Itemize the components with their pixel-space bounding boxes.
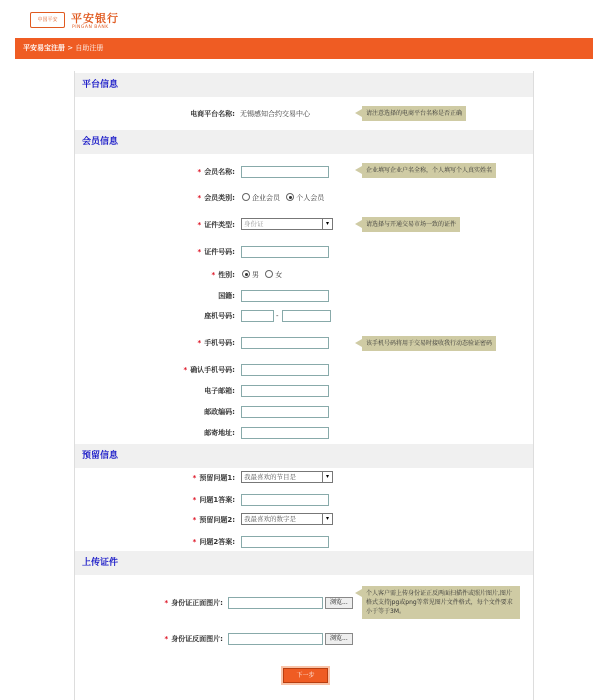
radio-icon[interactable] — [265, 270, 273, 278]
section-member: 会员信息 — [75, 130, 533, 154]
answer1-label: * 问题1答案: — [192, 496, 235, 504]
chevron-down-icon: ▾ — [322, 514, 332, 524]
landline-area-input[interactable] — [241, 310, 274, 322]
email-label: 电子邮箱: — [204, 387, 235, 395]
pingan-logo: 中国平安 — [30, 12, 65, 28]
id-number-input[interactable] — [241, 246, 329, 258]
member-name-tip: 企业填写企业户名全称，个人填写个人真实姓名 — [362, 163, 496, 178]
gender-radio-group — [242, 269, 286, 281]
question2-select[interactable]: 我最喜欢的数字是 ▾ — [241, 513, 333, 525]
id-type-label: * 证件类型: — [197, 221, 235, 229]
mobile-confirm-input[interactable] — [241, 364, 329, 376]
radio-icon[interactable] — [242, 193, 250, 201]
gender-female[interactable]: 女 — [265, 271, 282, 279]
chevron-down-icon: ▾ — [322, 219, 332, 229]
breadcrumb-main[interactable]: 平安易宝注册 — [23, 44, 65, 52]
member-type-enterprise[interactable]: 企业会员 — [242, 194, 280, 202]
question2-label: * 预留问题2: — [192, 516, 235, 524]
landline-label: 座机号码: — [204, 312, 235, 320]
id-back-browse-button[interactable]: 浏览... — [325, 633, 353, 645]
section-reserved: 预留信息 — [75, 444, 533, 468]
id-front-browse-button[interactable]: 浏览... — [325, 597, 353, 609]
answer2-label: * 问题2答案: — [192, 538, 235, 546]
zip-label: 邮政编码: — [204, 408, 235, 416]
member-type-label: * 会员类别: — [197, 194, 235, 202]
id-number-label: * 证件号码: — [197, 248, 235, 256]
email-input[interactable] — [241, 385, 329, 397]
member-name-label: * 会员名称: — [197, 168, 235, 176]
mobile-confirm-label: * 确认手机号码: — [183, 366, 235, 374]
id-type-tip: 请选择与开通交易市场一致的证件 — [362, 217, 460, 232]
platform-name-value: 无锡感知合约交易中心 — [240, 110, 310, 118]
country-label: 国籍: — [218, 292, 235, 300]
member-type-radio-group — [242, 192, 328, 204]
section-upload: 上传证件 — [75, 551, 533, 575]
question1-select[interactable]: 我最喜欢的节目是 ▾ — [241, 471, 333, 483]
next-button[interactable]: 下一步 — [283, 668, 328, 683]
zip-input[interactable] — [241, 406, 329, 418]
bank-name: 平安银行 — [71, 12, 119, 25]
id-front-file-input[interactable] — [228, 597, 323, 609]
chevron-down-icon: ▾ — [322, 472, 332, 482]
landline-separator: - — [276, 312, 279, 320]
registration-form — [74, 71, 534, 700]
platform-name-tip: 请注意选择的电商平台名称是否正确 — [362, 106, 466, 121]
header — [0, 0, 615, 38]
landline-number-input[interactable] — [282, 310, 331, 322]
breadcrumb-separator: > — [65, 44, 76, 52]
breadcrumb — [15, 38, 593, 59]
answer1-input[interactable] — [241, 494, 329, 506]
gender-label: * 性别: — [211, 271, 235, 279]
id-front-label: * 身份证正面图片: — [164, 599, 223, 607]
mobile-input[interactable] — [241, 337, 329, 349]
gender-male[interactable]: 男 — [242, 271, 259, 279]
mobile-label: * 手机号码: — [197, 339, 235, 347]
member-name-input[interactable] — [241, 166, 329, 178]
answer2-input[interactable] — [241, 536, 329, 548]
breadcrumb-current: 自助注册 — [75, 44, 104, 52]
radio-checked-icon[interactable] — [242, 270, 250, 278]
address-label: 邮寄地址: — [204, 429, 235, 437]
mobile-tip: 该手机号码将用于交易时接收我行动态验证密码 — [362, 336, 496, 351]
address-input[interactable] — [241, 427, 329, 439]
section-platform: 平台信息 — [75, 73, 533, 97]
country-input[interactable] — [241, 290, 329, 302]
bank-name-en: PINGAN BANK — [72, 25, 109, 30]
id-type-select[interactable]: 身份证 ▾ — [241, 218, 333, 230]
question1-label: * 预留问题1: — [192, 474, 235, 482]
radio-checked-icon[interactable] — [286, 193, 294, 201]
upload-tip: 个人客户需上传身份证正反两面扫描件或照片图片,图片格式支持jpg或png等常见图片文件格式，每个文件要求小于等于3M。 — [362, 586, 520, 619]
platform-name-label: 电商平台名称: — [190, 110, 235, 118]
member-type-individual[interactable]: 个人会员 — [286, 194, 324, 202]
id-back-label: * 身份证反面图片: — [164, 635, 223, 643]
id-back-file-input[interactable] — [228, 633, 323, 645]
